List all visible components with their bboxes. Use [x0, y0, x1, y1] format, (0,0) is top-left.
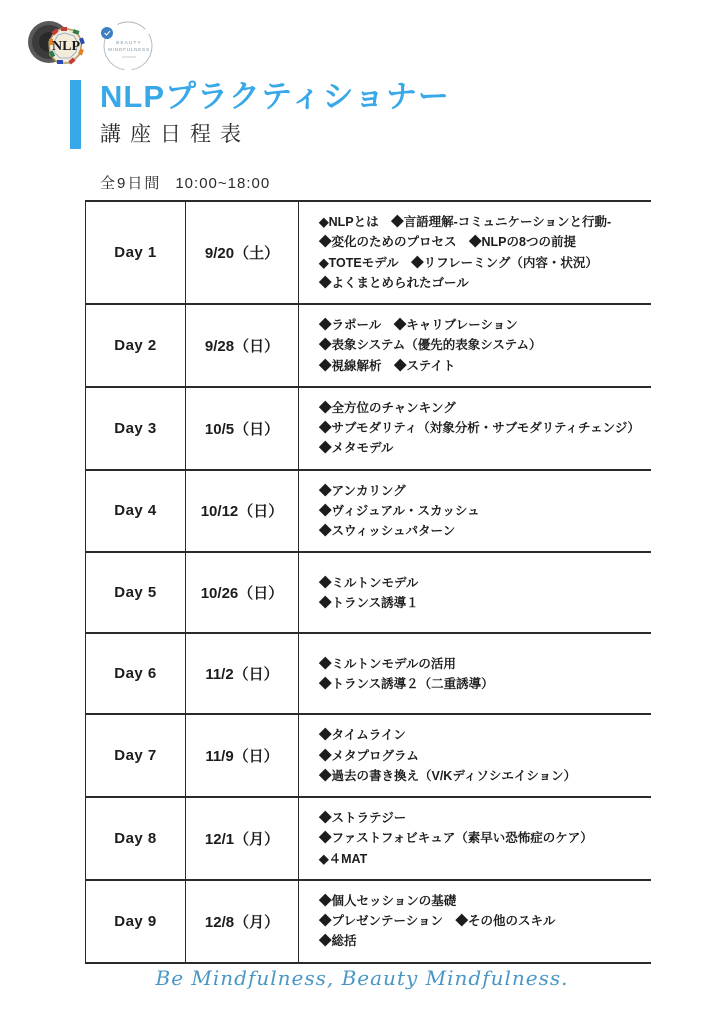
topics-cell [299, 880, 651, 963]
table-row [86, 470, 651, 553]
beauty-mindfulness-logo [92, 20, 162, 79]
schedule-table [85, 200, 651, 964]
topic-line: ◆トランス誘導１ [319, 595, 419, 610]
topic-line: ◆４MAT [319, 851, 368, 866]
day-cell: Day 5 [86, 552, 186, 633]
topics-cell [299, 633, 651, 714]
day-cell: Day 9 [86, 880, 186, 963]
day-cell: Day 8 [86, 797, 186, 880]
topic-line: ◆総括 [319, 934, 357, 949]
topic-line: ◆ファストフォビキュア（素早い恐怖症のケア） [319, 831, 593, 846]
topics-cell [299, 714, 651, 797]
table-row [86, 304, 651, 387]
title-block [70, 80, 450, 149]
table-row [86, 201, 651, 304]
date-cell: 10/26（日） [186, 552, 299, 633]
nlp-badge-icon [27, 16, 87, 74]
accent-bar [70, 80, 81, 149]
svg-text:NLP: NLP [52, 39, 80, 54]
beauty-mindfulness-icon [92, 20, 162, 74]
topics-cell [299, 387, 651, 470]
date-cell: 12/8（月） [186, 880, 299, 963]
topic-line: ◆プレゼンテーション ◆その他のスキル [319, 914, 556, 928]
topic-line: ◆TOTEモデル ◆リフレーミング（内容・状況） [319, 255, 598, 270]
date-cell: 9/28（日） [186, 304, 299, 387]
topic-line: ◆NLPとは ◆言語理解-コミュニケーションと行動- [319, 215, 612, 229]
brand-line1-text: BEAUTY [116, 40, 142, 45]
page-title: NLPプラクティショナー [100, 79, 450, 114]
table-row [86, 714, 651, 797]
topics-cell [299, 797, 651, 880]
page-subtitle: 講座日程表 [100, 122, 250, 146]
topic-line: ◆ミルトンモデル [319, 575, 419, 590]
day-cell: Day 4 [86, 470, 186, 553]
date-cell: 11/9（日） [186, 714, 299, 797]
topic-line: ◆よくまとめられたゴール [319, 275, 469, 290]
topic-line: ◆視線解析 ◆ステイト [319, 358, 456, 373]
table-row [86, 880, 651, 963]
date-cell: 12/1（月） [186, 797, 299, 880]
topic-line: ◆ストラテジー [319, 811, 407, 825]
topics-cell [299, 470, 651, 553]
schedule-summary [100, 172, 270, 193]
day-cell: Day 2 [86, 304, 186, 387]
topics-cell [299, 552, 651, 633]
summary-hours: 10:00~18:00 [175, 175, 271, 192]
summary-days: 全9日間 [100, 175, 162, 192]
topic-line: ◆ミルトンモデルの活用 [319, 656, 456, 671]
topic-line: ◆過去の書き換え（V/Kディソシエイション） [319, 768, 577, 783]
topic-line: ◆スウィッシュパターン [319, 524, 456, 538]
date-cell: 9/20（土） [186, 201, 299, 304]
day-cell: Day 3 [86, 387, 186, 470]
day-cell: Day 1 [86, 201, 186, 304]
brand-line2-text: MINDFULNESS [108, 47, 150, 52]
topic-line: ◆表象システム（優先的表象システム） [319, 338, 542, 353]
footer-tagline: Be Mindfulness, Beauty Mindfulness. [155, 966, 569, 990]
topic-line: ◆個人セッションの基礎 [319, 893, 457, 908]
topic-line: ◆サブモダリティ（対象分析・サブモダリティチェンジ） [319, 421, 640, 435]
day-cell: Day 6 [86, 633, 186, 714]
topic-line: ◆タイムライン [319, 728, 406, 743]
topics-cell [299, 201, 651, 304]
topic-line: ◆メタモデル [319, 441, 394, 456]
schedule-table-body [86, 201, 651, 963]
table-row [86, 552, 651, 633]
topic-line: ◆トランス誘導２（二重誘導） [319, 676, 494, 691]
table-row [86, 797, 651, 880]
date-cell: 10/12（日） [186, 470, 299, 553]
topic-line: ◆全方位のチャンキング [319, 400, 456, 415]
table-row [86, 633, 651, 714]
nlp-badge-logo [27, 16, 87, 79]
topic-line: ◆メタプログラム [319, 748, 419, 763]
topic-line: ◆ヴィジュアル・スカッシュ [319, 503, 480, 518]
date-cell: 10/5（日） [186, 387, 299, 470]
day-cell: Day 7 [86, 714, 186, 797]
topics-cell [299, 304, 651, 387]
table-row [86, 387, 651, 470]
topic-line: ◆変化のためのプロセス ◆NLPの8つの前提 [319, 235, 576, 250]
date-cell: 11/2（日） [186, 633, 299, 714]
topic-line: ◆アンカリング [319, 483, 406, 498]
topic-line: ◆ラポール ◆キャリブレーション [319, 318, 518, 332]
